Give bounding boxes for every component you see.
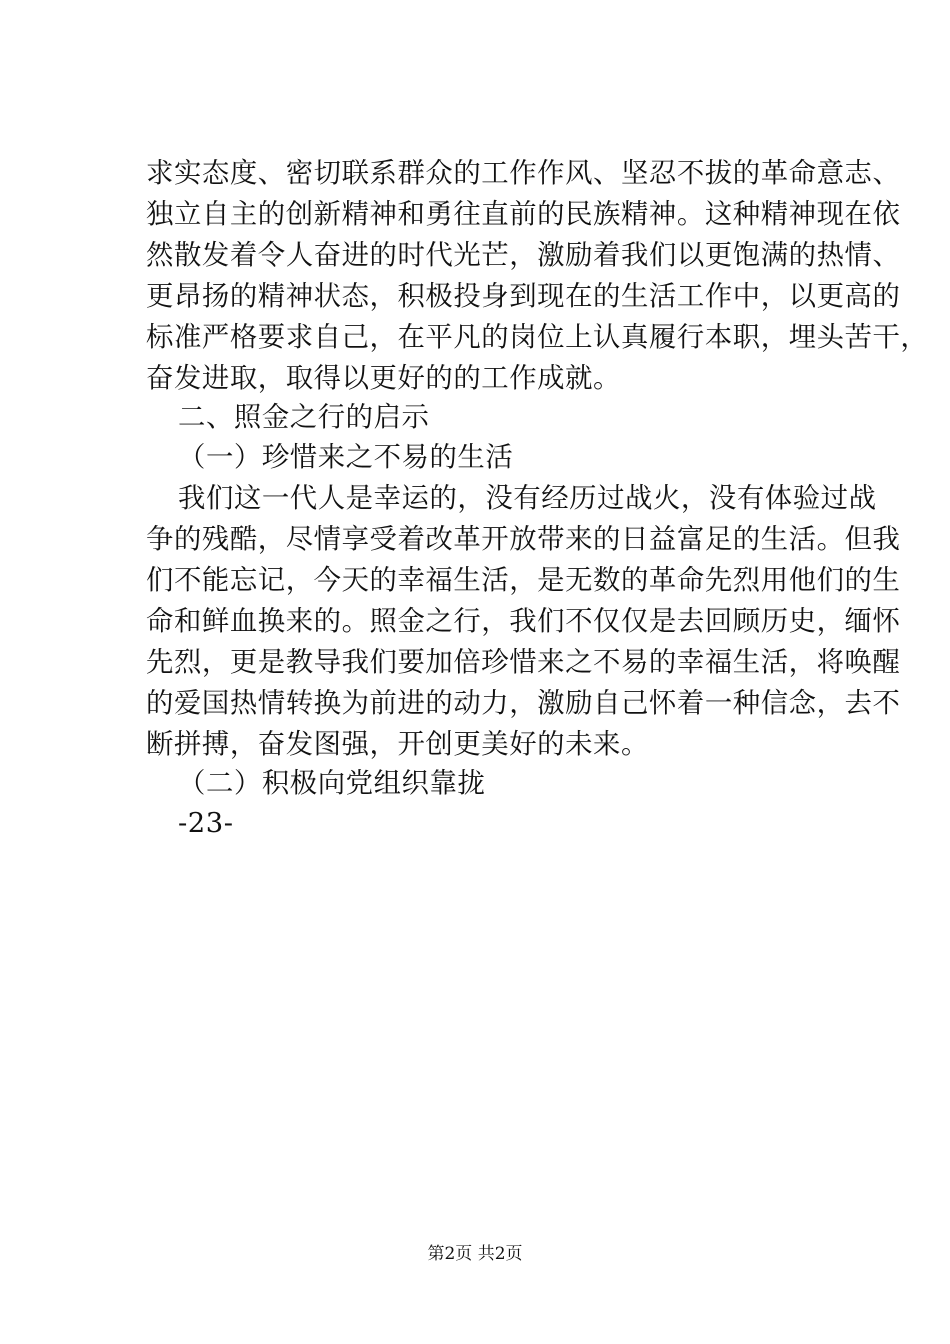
page-footer: 第2页 共2页 xyxy=(427,1244,523,1264)
body-text-line: 更昂扬的精神状态，积极投身到现在的生活工作中，以更高的 xyxy=(146,281,901,312)
body-text-line: 断拼搏，奋发图强，开创更美好的未来。 xyxy=(146,729,649,760)
body-text-line: 然散发着令人奋进的时代光芒，激励着我们以更饱满的热情、 xyxy=(146,240,901,271)
body-text-line: 命和鲜血换来的。照金之行，我们不仅仅是去回顾历史，缅怀 xyxy=(146,606,901,637)
body-text-line: 标准严格要求自己，在平凡的岗位上认真履行本职，埋头苦干， xyxy=(146,322,929,353)
body-text-line: 先烈，更是教导我们要加倍珍惜来之不易的幸福生活，将唤醒 xyxy=(146,647,901,678)
inline-page-number: -23- xyxy=(178,808,234,839)
body-text-line: 我们这一代人是幸运的，没有经历过战火，没有体验过战 xyxy=(178,483,877,514)
subsection-heading: （二）积极向党组织靠拢 xyxy=(178,768,486,799)
body-text-line: 的爱国热情转换为前进的动力，激励自己怀着一种信念，去不 xyxy=(146,688,901,719)
section-heading: 二、照金之行的启示 xyxy=(178,402,430,433)
subsection-heading: （一）珍惜来之不易的生活 xyxy=(178,442,514,473)
body-text-line: 争的残酷，尽情享受着改革开放带来的日益富足的生活。但我 xyxy=(146,524,901,555)
body-text-line: 奋发进取，取得以更好的的工作成就。 xyxy=(146,363,621,394)
body-text-line: 求实态度、密切联系群众的工作作风、坚忍不拔的革命意志、 xyxy=(146,158,901,189)
body-text-line: 独立自主的创新精神和勇往直前的民族精神。这种精神现在依 xyxy=(146,199,901,230)
body-text-line: 们不能忘记，今天的幸福生活，是无数的革命先烈用他们的生 xyxy=(146,565,901,596)
